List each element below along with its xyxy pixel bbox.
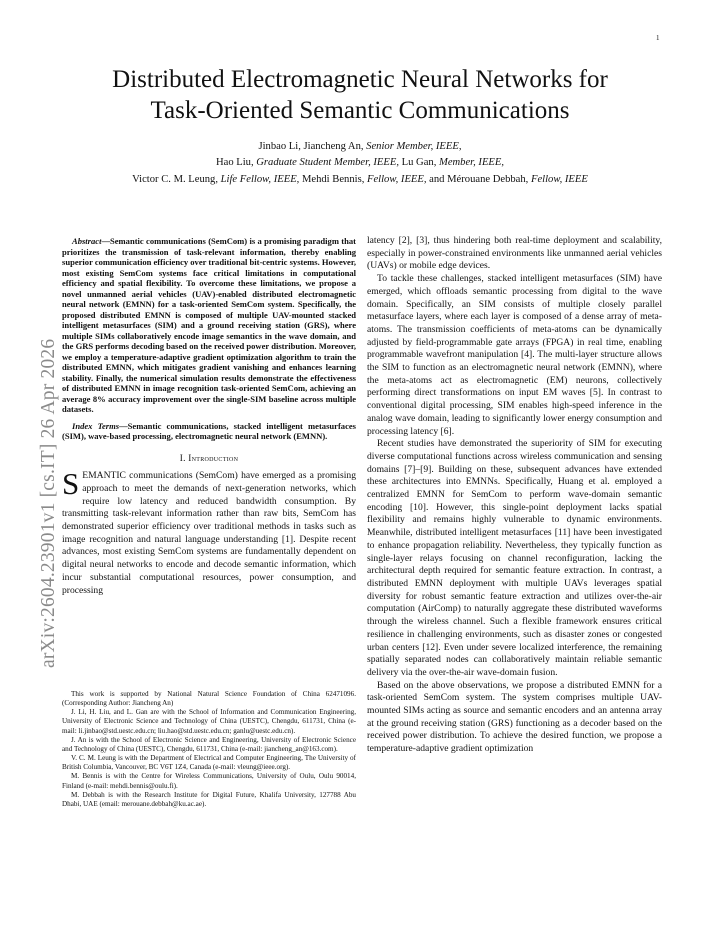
author-membership: Fellow, IEEE,	[367, 173, 427, 185]
author-block	[40, 139, 680, 188]
author-names: Victor C. M. Leung,	[132, 173, 221, 185]
intro-smallcaps: EMANTIC	[82, 470, 126, 482]
section-heading-introduction: I. Introduction	[179, 452, 239, 463]
body-paragraph: Recent studies have demonstrated the superiority of SIM for executing diverse computational functions across wireless communication and sensing domains [7]–[9]. Building on these, subsequent advances have extended these architectures into EMNNs. Specifically, Huang et al. employed a centralized EMNN for SemCom to perform wave-domain semantic encoding [10]. However, this single-point deployment lacks spatial flexibility and remains highly vulnerable to dynamic environments. Meanwhile, distributed intelligent metasurfaces [11] have been investigated to enhance propagation reliability. Nevertheless, they typically function as single-layer relays focusing on channel reconfiguration, lacking the architectural depth required for semantic feature extraction. In contrast, a distributed EMNN deployment with multiple UAVs leverages spatial diversity for robust semantic feature extraction and utilizes over-the-air computation (AirComp) to naturally aggregate these distributed waveforms through the wireless channel. Such a flexible framework ensures critical resilience in challenging environments, such as disaster zones or congested urban centers [12]. Even under severe localized interference, the remaining spatially separated nodes can collaboratively maintain reliable semantic delivery via the over-the-air wave-domain fusion.	[367, 438, 662, 678]
introduction-paragraph	[62, 466, 356, 597]
author-line-3	[40, 172, 680, 188]
author-membership: Senior Member, IEEE,	[366, 141, 462, 152]
index-terms-label: Index Terms	[72, 420, 120, 431]
title-line-1: Distributed Electromagnetic Neural Networks for	[112, 66, 608, 93]
author-line-2	[40, 155, 680, 171]
author-membership: Graduate Student Member, IEEE,	[256, 157, 399, 169]
author-names: Jinbao Li, Jiancheng An,	[258, 141, 367, 152]
arxiv-identifier[interactable]: arXiv:2604.23901v1 [cs.IT] 26 Apr 2026	[38, 338, 59, 668]
footnote-affiliation: J. An is with the School of Electronic Science and Engineering, University of Electronic Science and Technology of China (UESTC), Chengdu, 611731, China (e-mail: jiancheng_an@163.com).	[62, 735, 356, 753]
body-paragraph: To tackle these challenges, stacked intelligent metasurfaces (SIM) have emerged, which offloads semantic processing from digital to the wave domain. Specifically, an SIM consists of multiple closely parallel metasurface layers, where each layer is composed of a dense array of meta-atoms. The transmission coefficients of meta-atoms can be dynamically adjusted by field-programmable gate arrays (FPGA) in real time, enabling programmable wavefront manipulation [4]. The multi-layer structure allows the SIM to function as an electromagnetic neural network (EMNN), where the meta-atoms act as electromagnetic (EM) neurons, collectively performing direct transformations on input EM waves [5]. In contrast to conventional digital processing, SIM enables high-speed inference in the analog wave domain, leading to significantly lower energy consumption and processing latency [6].	[367, 273, 662, 437]
footnote-affiliation: M. Bennis is with the Centre for Wireless Communications, University of Oulu, Oulu 90014, Finland (e-mail: mehdi.bennis@oulu.fi).	[62, 772, 356, 790]
author-line-1	[40, 139, 680, 155]
author-membership: Member, IEEE,	[439, 157, 505, 169]
author-names: Lu Gan,	[398, 157, 439, 169]
footnote-funding: This work is supported by National Natural Science Foundation of China 62471096. (Corresponding Author: Jiancheng An)	[62, 690, 356, 708]
right-column	[367, 235, 662, 756]
paper-title	[60, 64, 660, 126]
abstract	[62, 236, 356, 415]
left-column	[62, 236, 356, 597]
index-terms	[62, 421, 356, 442]
author-names: and Mérouane Debbah,	[426, 173, 531, 185]
page-number: 1	[656, 34, 660, 42]
footnote-affiliation: J. Li, H. Liu, and L. Gan are with the School of Information and Communication Engineering, University of Electronic Science and Technology of China (UESTC), Chengdu, 611731, China (e-mail: li.jinbao@std.uestc.edu.cn; liu.hao@std.uestc.edu.cn; ganlu@uestc.edu.cn).	[62, 708, 356, 735]
index-terms-text: —Semantic communications, stacked intelligent metasurfaces (SIM), wave-based processing, electromagnetic neural network (EMNN).	[62, 420, 356, 441]
body-paragraph: Based on the above observations, we propose a distributed EMNN for a task-oriented SemCom system. The system comprises multiple UAV-mounted SIMs acting as source and semantic encoders and an antenna array at the ground receiving station (GRS) functioning as a decoder based on the received power distribution. To achieve the desired function, we propose a temperature-adaptive gradient optimization	[367, 679, 662, 755]
author-names: Hao Liu,	[215, 157, 257, 169]
author-membership: Fellow, IEEE	[530, 173, 588, 185]
abstract-label: Abstract	[72, 236, 102, 246]
author-membership: Life Fellow, IEEE,	[220, 173, 300, 185]
abstract-text: —Semantic communications (SemCom) is a promising paradigm that prioritizes the transmission of task-relevant information, thereby enabling superior communication efficiency over traditional bit-centric systems. However, most existing SemCom systems face critical limitations in computational efficiency and spatial flexibility. To overcome these limitations, we propose a novel unmanned aerial vehicles (UAV)-enabled distributed electromagnetic neural network (EMNN) for a task-oriented SemCom system. Specifically, the proposed distributed EMNN is composed of multiple UAV-mounted stacked intelligent metasurfaces (SIM) and a ground receiving station (GRS), where multiple SIMs collaboratively encode image semantics in the wave domain, and the GRS performs decoding based on the received power distribution. Moreover, we employ a temperature-adaptive gradient optimization algorithm to train the distributed EMNN, which mitigates gradient vanishing and enhances learning stability. Finally, the numerical simulation results demonstrate the effectiveness of distributed EMNN in image recognition task-oriented SemCom, achieving an average 8% accuracy improvement over the single-SIM baseline across multiple datasets.	[62, 236, 356, 414]
author-names: Mehdi Bennis,	[299, 173, 367, 185]
intro-text: communications (SemCom) have emerged as a promising approach to meet the demands of next-generation networks, which require low latency and reduced bandwidth consumption. By transmitting task-relevant information rather than raw bits, SemCom has demonstrated superior efficiency over traditional methods in tasks such as image recognition and natural language understanding [1]. Despite recent advances, most existing SemCom systems are fundamentally dependent on digital neural networks to encode and decode semantic information, which incur substantial computational resources, power consumption, and processing	[62, 470, 356, 596]
title-line-2: Task-Oriented Semantic Communications	[150, 97, 570, 124]
footnote-affiliation: V. C. M. Leung is with the Department of Electrical and Computer Engineering, The University of British Columbia, Vancouver, BC V6T 1Z4, Canada (e-mail: vleung@ieee.org).	[62, 754, 356, 772]
footnote-affiliation: M. Debbah is with the Research Institute for Digital Future, Khalifa University, 127788 Abu Dhabi, UAE (email: merouane.debbah@ku.ac.ae).	[62, 790, 356, 808]
body-paragraph: latency [2], [3], thus hindering both real-time deployment and scalability, especially in power-constrained environments like unmanned aerial vehicles (UAVs) or mobile edge devices.	[367, 235, 662, 272]
drop-cap: S	[62, 466, 80, 502]
footnotes	[62, 690, 356, 809]
